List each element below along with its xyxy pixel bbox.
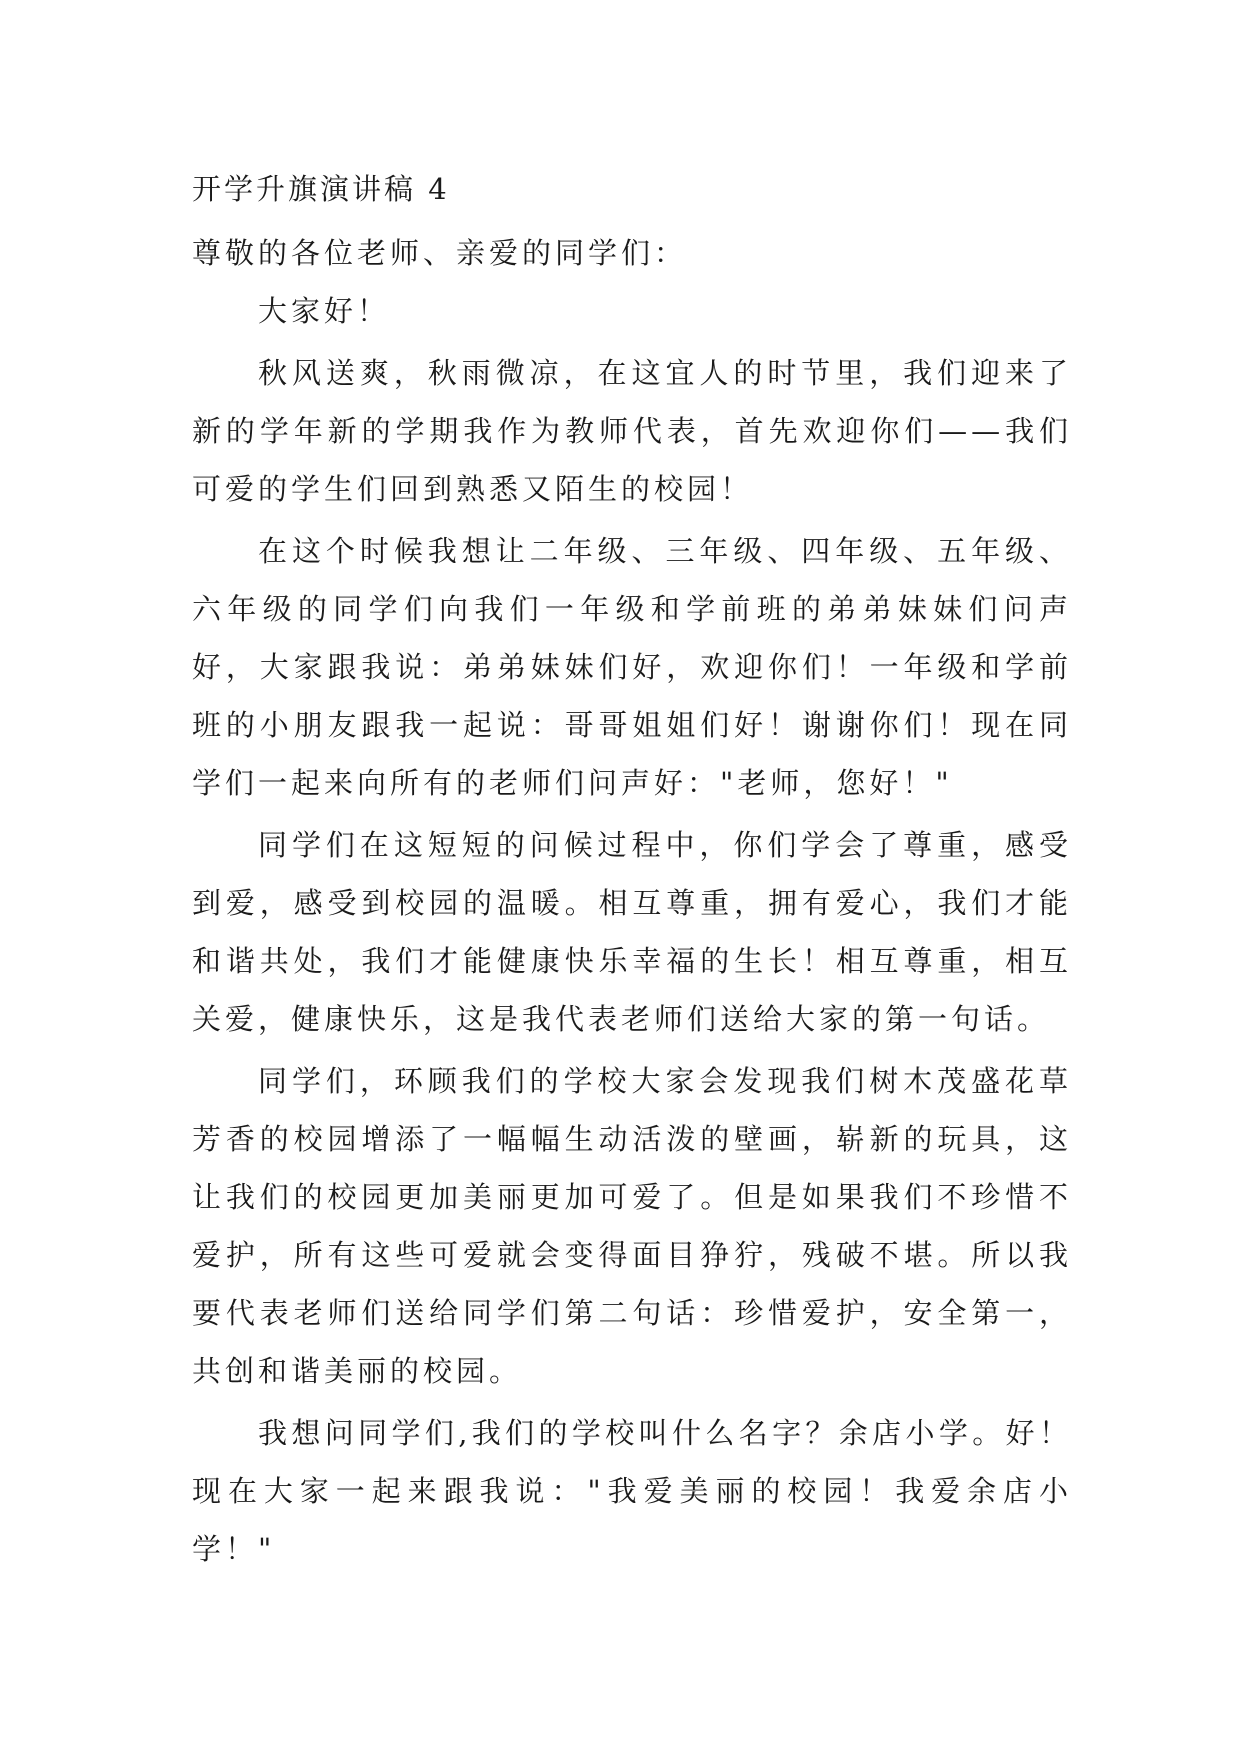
paragraph-greetings-exchange: 在这个时候我想让二年级、三年级、四年级、五年级、六年级的同学们向我们一年级和学前班的弟弟妹妹们问声好，大家跟我说：弟弟妹妹们好，欢迎你们！一年级和学前班的小朋友跟我一起说：哥哥姐姐们好！谢谢你们！现在同学们一起来向所有的老师们问声好："老师，您好！" bbox=[192, 534, 1072, 800]
paragraph-school-name: 我想问同学们,我们的学校叫什么名字？余店小学。好！现在大家一起来跟我说："我爱美丽的校园！我爱余店小学！" bbox=[192, 1416, 1072, 1566]
paragraph-first-message: 同学们在这短短的问候过程中，你们学会了尊重，感受到爱，感受到校园的温暖。相互尊重，拥有爱心，我们才能和谐共处，我们才能健康快乐幸福的生长！相互尊重，相互关爱，健康快乐，这是我代表老师们送给大家的第一句话。 bbox=[192, 828, 1072, 1036]
salutation: 尊敬的各位老师、亲爱的同学们： bbox=[192, 236, 688, 270]
document-body bbox=[192, 160, 1072, 1578]
paragraph-welcome: 秋风送爽，秋雨微凉，在这宜人的时节里，我们迎来了新的学年新的学期我作为教师代表，首先欢迎你们——我们可爱的学生们回到熟悉又陌生的校园！ bbox=[192, 356, 1072, 506]
document-title: 开学升旗演讲稿 4 bbox=[192, 172, 450, 206]
paragraph-second-message: 同学们，环顾我们的学校大家会发现我们树木茂盛花草芳香的校园增添了一幅幅生动活泼的壁画，崭新的玩具，这让我们的校园更加美丽更加可爱了。但是如果我们不珍惜不爱护，所有这些可爱就会变得面目狰狞，残破不堪。所以我要代表老师们送给同学们第二句话：珍惜爱护，安全第一，共创和谐美丽的校园。 bbox=[192, 1064, 1072, 1388]
paragraph-greeting: 大家好！ bbox=[258, 294, 391, 328]
